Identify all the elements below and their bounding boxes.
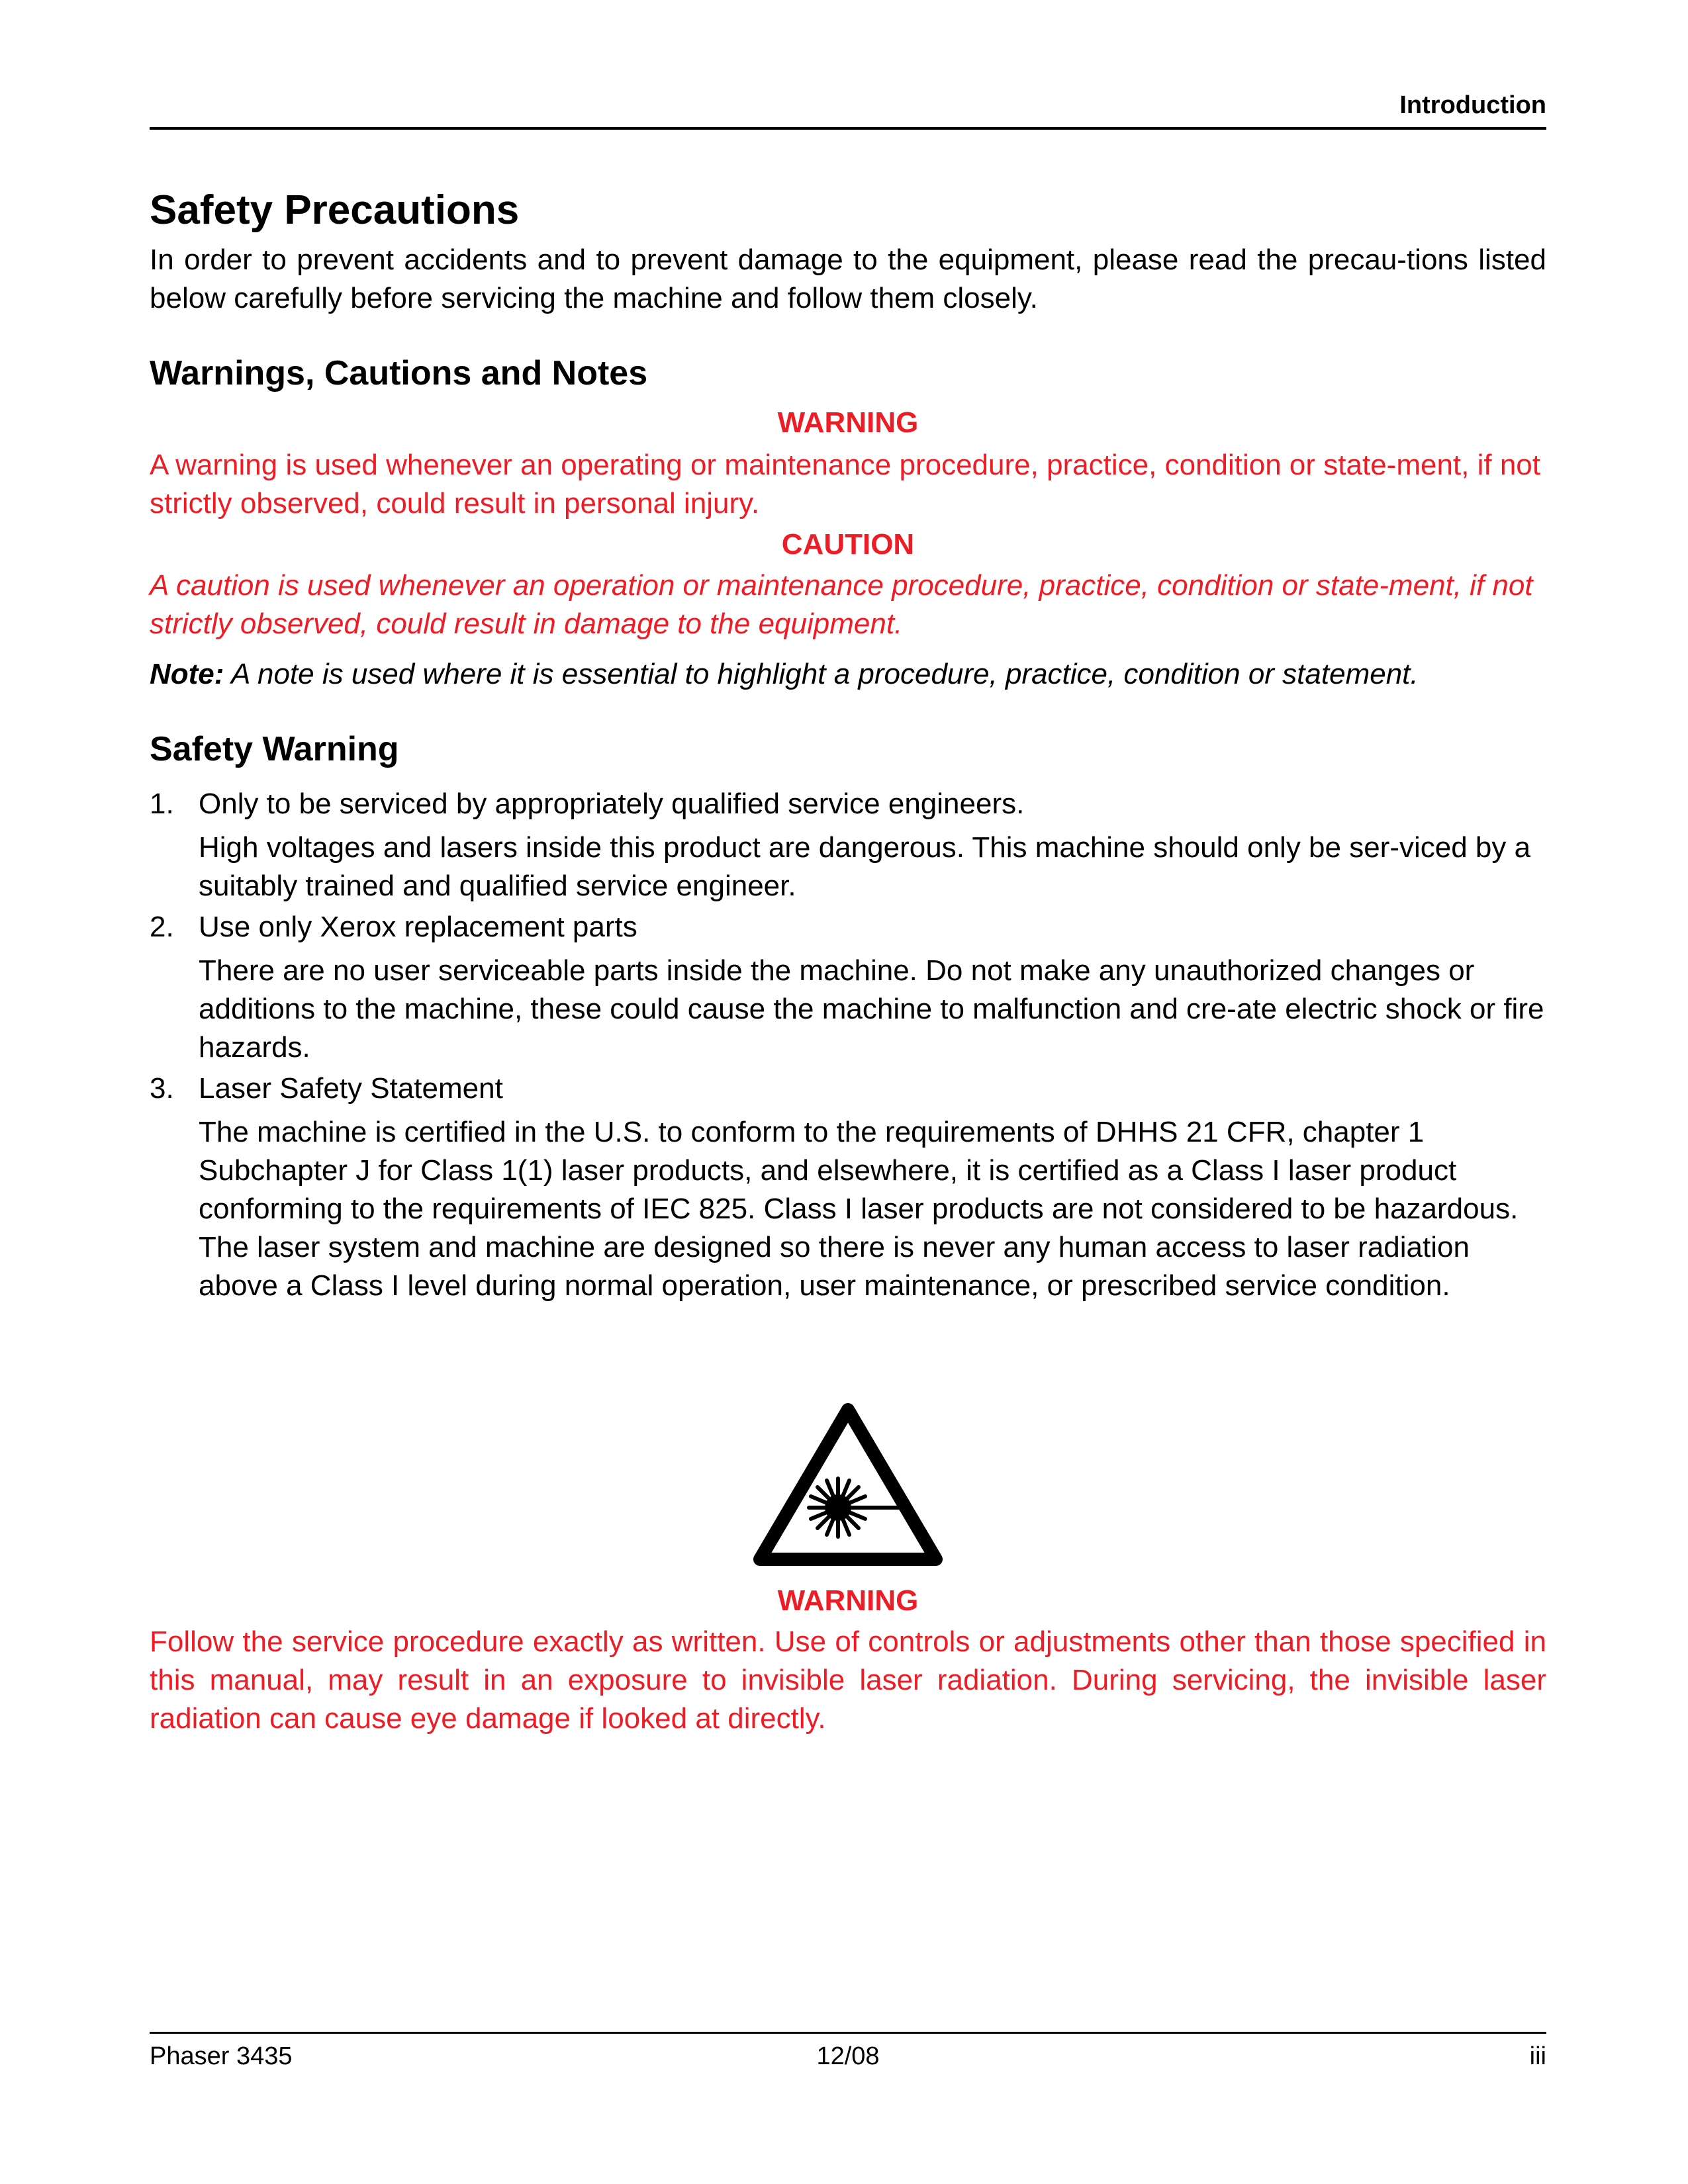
header-rule [150,127,1546,130]
page-content [150,184,1546,1738]
footer-product: Phaser 3435 [150,2042,293,2070]
list-item-title: Only to be serviced by appropriately qualified service engineers. [199,788,1025,820]
page-title: Safety Precautions [150,187,520,233]
caution-label: CAUTION [781,528,915,561]
safety-warning-heading: Safety Warning [150,730,399,768]
note-label: Note: [150,658,224,690]
running-header: Introduction [1399,91,1546,119]
footer-date: 12/08 [816,2042,880,2070]
document-page [150,0,1546,2184]
list-item-number: 1. [150,788,174,820]
list-item-number: 2. [150,911,174,943]
intro-paragraph: In order to prevent accidents and to prevent damage to the equipment, please read the precau-tions listed below carefully before servicing the machine and follow them closely. [150,244,1546,314]
laser-hazard-icon [752,1402,944,1567]
list-item [150,1069,1546,1305]
list-item-title: Laser Safety Statement [199,1072,503,1105]
warnings-cautions-notes-heading: Warnings, Cautions and Notes [150,354,648,392]
list-item [150,785,1546,905]
warning-label: WARNING [777,406,919,439]
list-item-detail: The machine is certified in the U.S. to conform to the requirements of DHHS 21 CFR, chapter 1 Subchapter J for Class 1(1) laser products, and elsewhere, it is certified as a Class I laser product conforming to the requirements of IEC 825. Class I laser products are not considered to be hazardous. The laser system and machine are designed so there is never any human access to laser radiation above a Class I level during normal operation, user maintenance, or prescribed service condition. [199,1116,1519,1302]
list-item [150,908,1546,1067]
caution-text: A caution is used whenever an operation or maintenance procedure, practice, condition or state-ment, if not strictly observed, could result in damage to the equipment. [150,569,1533,640]
footer-rule [150,2032,1546,2034]
list-item-title: Use only Xerox replacement parts [199,911,637,943]
list-item-number: 3. [150,1072,174,1105]
safety-warning-list [150,785,1546,1305]
note-paragraph [150,655,1546,694]
note-text: A note is used where it is essential to highlight a procedure, practice, condition or statement. [231,658,1419,690]
laser-warning-text: Follow the service procedure exactly as written. Use of controls or adjustments other than those specified in this manual, may result in an exposure to invisible laser radiation. During servicing, the invisible laser radiation can cause eye damage if looked at directly. [150,1625,1546,1735]
list-item-detail: High voltages and lasers inside this product are dangerous. This machine should only be ser-viced by a suitably trained and qualified service engineer. [199,831,1531,902]
list-item-detail: There are no user serviceable parts inside the machine. Do not make any unauthorized changes or additions to the machine, these could cause the machine to malfunction and cre-ate electric shock or fire hazards. [199,954,1544,1064]
laser-warning-label: WARNING [777,1584,919,1617]
laser-hazard-symbol [150,1402,1546,1567]
warning-text: A warning is used whenever an operating or maintenance procedure, practice, condition or state-ment, if not strictly observed, could result in personal injury. [150,449,1540,520]
footer-page-number: iii [1529,2042,1546,2070]
